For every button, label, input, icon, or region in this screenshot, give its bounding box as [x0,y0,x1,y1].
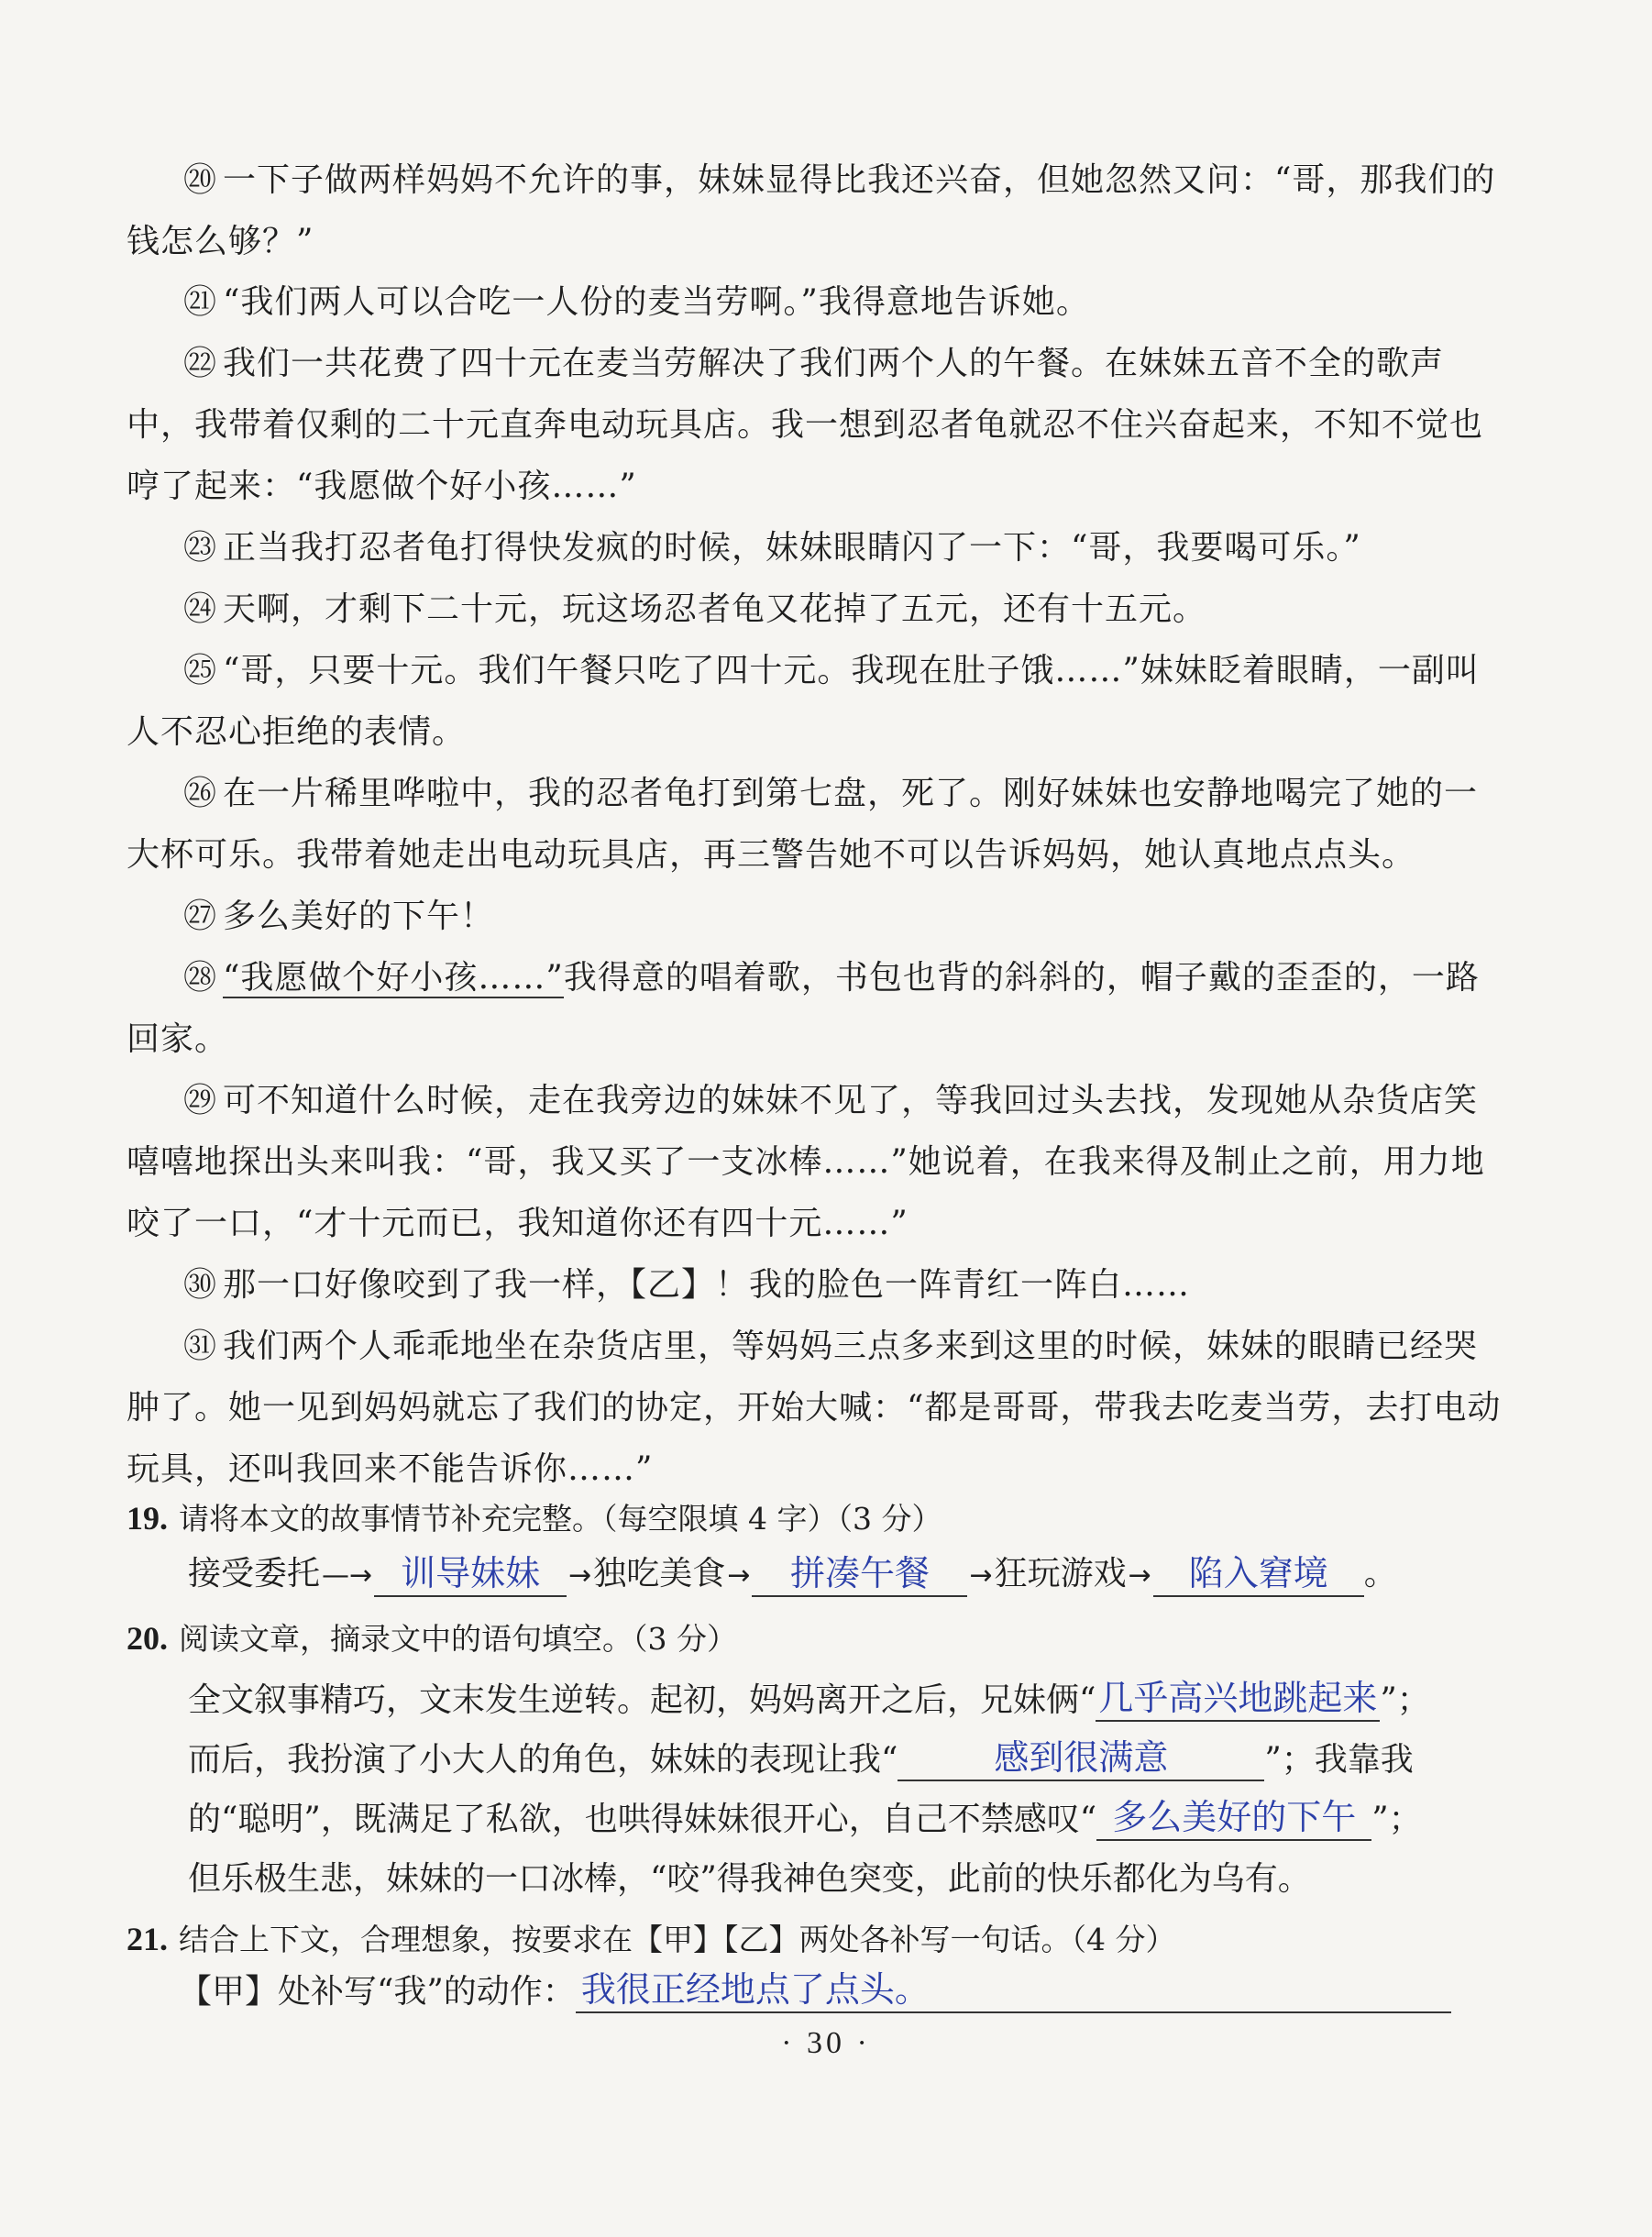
paragraph-number: ㉚ [183,1266,218,1304]
question-20-line-3: 的“聪明”，既满足了私欲，也哄得妹妹很开心，自己不禁感叹“ 多么美好的下午 ”； [188,1799,1422,1841]
arrow-icon: → [568,1559,592,1592]
paragraph-number: ㉒ [183,345,218,382]
question-20-line-2: 而后，我扮演了小大人的角色，妹妹的表现让我“ 感到很满意 ”；我靠我 [188,1739,1414,1781]
paragraph-30: ㉚ 那一口好像咬到了我一样，【乙】！我的脸色一阵青红一阵白…… [183,1266,1191,1304]
paragraph-21: ㉑ “我们两人可以合吃一人份的麦当劳啊。”我得意地告诉她。 [183,283,1090,321]
answer-blank-20-3[interactable]: 多么美好的下午 [1096,1802,1371,1841]
paragraph-number: ㉖ [183,775,218,812]
paragraph-number: ㉘ [183,959,218,997]
paragraph-31: ㉛ 我们两个人乖乖地坐在杂货店里，等妈妈三点多来到这里的时候，妹妹的眼睛已经哭肿了。她一见到妈妈就忘了我们的协定，开始大喊：“都是哥哥，带我去吃麦当劳，去打电动玩具，还叫我回来不能告诉你……” [127,1328,1502,1488]
paragraph-number: ⑳ [183,161,218,199]
page-number: · 30 · [781,2026,871,2060]
answer-blank-19-2[interactable]: 拼凑午餐 [752,1559,967,1597]
arrow-icon: → [1128,1559,1151,1592]
answer-blank-20-1[interactable]: 几乎高兴地跳起来 [1096,1683,1380,1722]
paragraph-number: ㉙ [183,1082,218,1119]
arrow-icon: → [727,1559,751,1592]
question-20-line-4: 但乐极生悲，妹妹的一口冰棒，“咬”得我神色突变，此前的快乐都化为乌有。 [188,1860,1311,1898]
song-lyric: “我愿做个好小孩……” [223,959,564,997]
paragraph-22: ㉒ 我们一共花费了四十元在麦当劳解决了我们两个人的午餐。在妹妹五音不全的歌声中，我带着仅剩的二十元直奔电动玩具店。我一想到忍者龟就忍不住兴奋起来，不知不觉也哼了起来：“我愿做个好小孩……” [127,345,1484,505]
answer-blank-19-1[interactable]: 训导妹妹 [374,1559,567,1597]
arrow-icon: —→ [322,1559,373,1592]
paragraph-number: ㉛ [183,1328,218,1365]
question-19-plot-chain: 接受委托—→ 训导妹妹 →独吃美食→ 拼凑午餐 →狂玩游戏→ 陷入窘境 。 [188,1553,1397,1597]
question-20-title: 20. 阅读文章，摘录文中的语句填空。（3 分） [127,1620,737,1657]
paragraph-29: ㉙ 可不知道什么时候，走在我旁边的妹妹不见了，等我回过头去找，发现她从杂货店笑嘻嘻地探出头来叫我：“哥，我又买了一支冰棒……”她说着，在我来得及制止之前，用力地咬了一口，“才十元而已，我知道你还有四十元……” [127,1082,1485,1242]
question-19-title: 19. 请将本文的故事情节补充完整。（每空限填 4 字）（3 分） [127,1500,942,1537]
answer-blank-20-2[interactable]: 感到很满意 [898,1743,1264,1781]
paragraph-23: ㉓ 正当我打忍者龟打得快发疯的时候，妹妹眼睛闪了一下：“哥，我要喝可乐。” [183,529,1361,567]
question-21-line-jia: 【甲】处补写“我”的动作： 我很正经地点了点头。 [179,1971,1451,2013]
paragraph-28: ㉘ “我愿做个好小孩……”我得意的唱着歌，书包也背的斜斜的，帽子戴的歪歪的，一路回家。 [127,959,1480,1058]
paragraph-24: ㉔ 天啊，才剩下二十元，玩这场忍者龟又花掉了五元，还有十五元。 [183,590,1207,628]
paragraph-20: ⑳ 一下子做两样妈妈不允许的事，妹妹显得比我还兴奋，但她忽然又问：“哥，那我们的钱怎么够？” [127,161,1496,260]
answer-blank-21-jia[interactable]: 我很正经地点了点头。 [576,1975,1451,2013]
paragraph-25: ㉕ “哥，只要十元。我们午餐只吃了四十元。我现在肚子饿……”妹妹眨着眼睛，一副叫人不忍心拒绝的表情。 [127,652,1480,751]
paragraph-number: ㉕ [183,652,218,689]
paragraph-number: ㉔ [183,590,218,628]
question-21-title: 21. 结合上下文，合理想象，按要求在【甲】【乙】两处各补写一句话。（4 分） [127,1921,1176,1957]
paragraph-26: ㉖ 在一片稀里哗啦中，我的忍者龟打到第七盘，死了。刚好妹妹也安静地喝完了她的一大杯可乐。我带着她走出电动玩具店，再三警告她不可以告诉妈妈，她认真地点点头。 [127,775,1479,874]
paragraph-number: ㉗ [183,898,218,935]
paragraph-27: ㉗ 多么美好的下午！ [183,898,495,935]
paragraph-number: ㉓ [183,529,218,567]
question-20-line-1: 全文叙事精巧，文末发生逆转。起初，妈妈离开之后，兄妹俩“ 几乎高兴地跳起来 ”； [188,1680,1430,1722]
answer-blank-19-3[interactable]: 陷入窘境 [1153,1559,1364,1597]
paragraph-number: ㉑ [183,283,218,321]
arrow-icon: → [969,1559,993,1592]
